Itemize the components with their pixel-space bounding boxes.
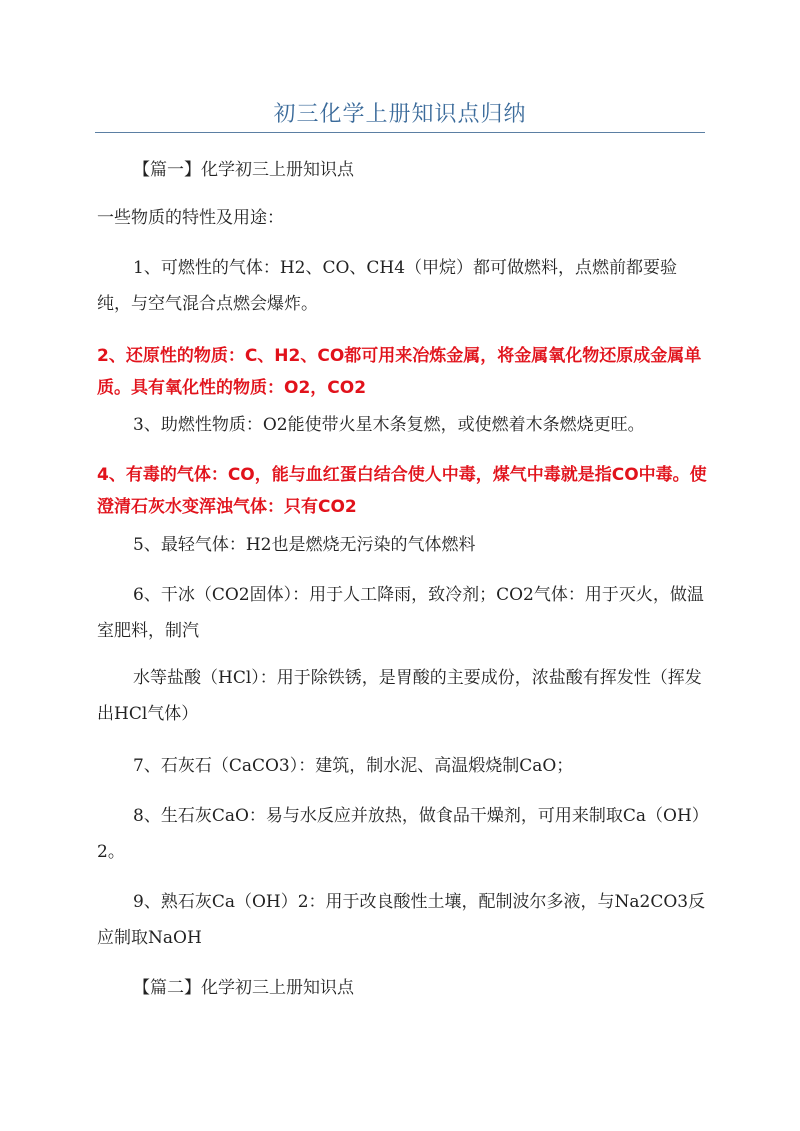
intro-text: 一些物质的特性及用途： bbox=[97, 208, 284, 228]
list-item-7: 7、石灰石（CaCO3）：建筑，制水泥、高温煅烧制CaO； bbox=[133, 756, 574, 776]
list-item-5: 5、最轻气体：H2也是燃烧无污染的气体燃料 bbox=[133, 535, 476, 555]
list-item-3: 3、助燃性物质：O2能使带火星木条复燃，或使燃着木条燃烧更旺。 bbox=[133, 415, 645, 435]
list-item-8: 8、生石灰CaO：易与水反应并放热，做食品干燥剂，可用来制取Ca（OH）2。 bbox=[97, 806, 701, 862]
list-item-6-continued: 水等盐酸（HCl）：用于除铁锈，是胃酸的主要成份，浓盐酸有挥发性（挥发出HCl气体） bbox=[97, 668, 702, 724]
section-heading-1: 【篇一】化学初三上册知识点 bbox=[133, 160, 354, 180]
list-item-1: 1、可燃性的气体：H2、CO、CH4（甲烷）都可做燃料，点燃前都要验纯，与空气混合点燃会爆炸。 bbox=[97, 258, 678, 314]
list-item-9: 9、熟石灰Ca（OH）2：用于改良酸性土壤，配制波尔多液，与Na2CO3反应制取NaOH bbox=[97, 892, 706, 948]
section-heading-2: 【篇二】化学初三上册知识点 bbox=[133, 978, 354, 998]
page-title: 初三化学上册知识点归纳 bbox=[273, 102, 527, 127]
title-divider bbox=[95, 132, 705, 133]
list-item-4-highlight: 4、有毒的气体：CO，能与血红蛋白结合使人中毒，煤气中毒就是指CO中毒。使澄清石灰水变浑浊气体：只有CO2 bbox=[97, 465, 707, 517]
list-item-2-highlight: 2、还原性的物质：C、H2、CO都可用来冶炼金属，将金属氧化物还原成金属单质。具有氧化性的物质：O2，CO2 bbox=[97, 346, 702, 398]
list-item-6: 6、干冰（CO2固体）：用于人工降雨，致冷剂；CO2气体：用于灭火，做温室肥料，制汽 bbox=[97, 585, 704, 641]
